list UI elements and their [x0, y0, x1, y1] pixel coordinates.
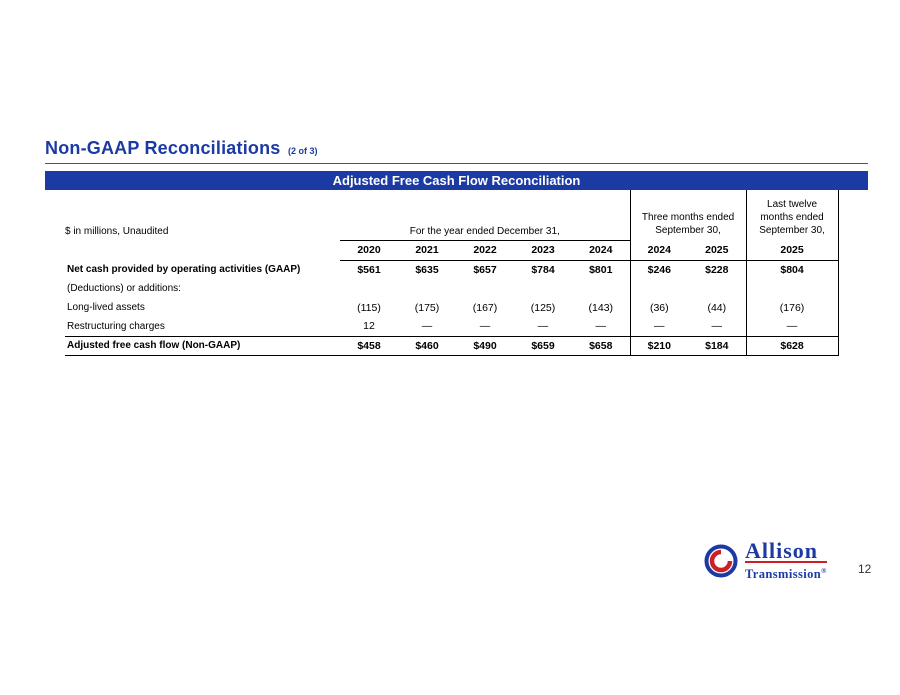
- cell-value: $657: [473, 263, 497, 276]
- empty-cell: [65, 240, 340, 260]
- annual-group-header: For the year ended December 31,: [340, 190, 630, 240]
- cell-value: —: [572, 317, 630, 336]
- page-title-text: Non-GAAP Reconciliations: [45, 138, 281, 158]
- quarter-header-line1: Three months ended: [641, 212, 735, 223]
- cell-value: (176): [746, 298, 838, 317]
- cell-value: —: [630, 317, 688, 336]
- cell-value: $458: [340, 336, 398, 355]
- cell-value: —: [398, 317, 456, 336]
- cell-value: [746, 279, 838, 298]
- logo-text: [745, 540, 827, 581]
- cell-value: $490: [456, 336, 514, 355]
- cell-value: $635: [415, 263, 439, 276]
- quarter-column-header: 2024: [630, 240, 688, 260]
- quarter-group-header: [630, 190, 746, 240]
- cell-value: (125): [530, 301, 556, 314]
- cell-value: —: [514, 317, 572, 336]
- logo-subtext-label: Transmission: [745, 567, 822, 582]
- registered-mark: ®: [821, 567, 827, 575]
- cell-value: 12: [340, 317, 398, 336]
- row-label: (Deductions) or additions:: [67, 283, 181, 294]
- cell-value: —: [746, 317, 838, 336]
- cell-value: [456, 279, 514, 298]
- cell-value: (167): [472, 301, 498, 314]
- cell-value: —: [456, 317, 514, 336]
- allison-logo-icon: [704, 544, 738, 578]
- cell-value: $801: [589, 263, 613, 276]
- cell-value: $184: [688, 336, 746, 355]
- units-label: $ in millions, Unaudited: [65, 226, 169, 237]
- quarter-header-line2: September 30,: [655, 225, 721, 236]
- logo-wordmark: Allison: [745, 538, 819, 563]
- ltm-group-header: [746, 190, 838, 240]
- cell-value: $246: [630, 260, 688, 279]
- ltm-column-header: 2025: [746, 240, 838, 260]
- ltm-header-line3: September 30,: [759, 225, 825, 236]
- cell-value: (44): [707, 301, 727, 314]
- cell-value: (143): [588, 301, 614, 314]
- cell-value: [340, 279, 398, 298]
- cell-value: —: [688, 317, 746, 336]
- year-column-header: 2022: [456, 240, 514, 260]
- page-title-suffix: (2 of 3): [287, 146, 318, 156]
- cell-value: $628: [746, 336, 838, 355]
- row-label: Adjusted free cash flow (Non-GAAP): [65, 336, 340, 355]
- reconciliation-table: [65, 190, 839, 356]
- row-label: Net cash provided by operating activities (GAAP): [67, 264, 301, 275]
- cell-value: [398, 279, 456, 298]
- table-row: [65, 260, 838, 279]
- cell-value: [688, 279, 746, 298]
- cell-value: $784: [531, 263, 555, 276]
- cell-value: $460: [398, 336, 456, 355]
- row-label: Long-lived assets: [67, 302, 145, 313]
- table-title-bar: Adjusted Free Cash Flow Reconciliation: [45, 171, 868, 190]
- cell-value: [630, 279, 688, 298]
- year-column-header: 2021: [398, 240, 456, 260]
- quarter-column-header: 2025: [688, 240, 746, 260]
- ltm-header-line1: Last twelve: [767, 199, 818, 210]
- cell-value: [572, 279, 630, 298]
- year-column-header: 2024: [572, 240, 630, 260]
- allison-logo: [704, 540, 827, 581]
- page-number: 12: [858, 562, 872, 576]
- table-row: [65, 298, 838, 317]
- cell-value: (175): [414, 301, 440, 314]
- ltm-header-line2: months ended: [760, 212, 824, 223]
- cell-value: $228: [705, 263, 729, 276]
- cell-value: $210: [630, 336, 688, 355]
- free-cash-flow-table: [65, 190, 839, 356]
- cell-value: $658: [572, 336, 630, 355]
- group-header-row: [65, 190, 838, 240]
- cell-value: (115): [357, 301, 381, 314]
- table-row: [65, 336, 838, 355]
- cell-value: $804: [746, 260, 838, 279]
- row-label: Restructuring charges: [65, 317, 340, 336]
- cell-value: (36): [630, 298, 688, 317]
- logo-subtext: [745, 561, 827, 581]
- title-divider: [45, 163, 868, 164]
- cell-value: $561: [357, 263, 381, 276]
- table-row: [65, 317, 838, 336]
- cell-value: $659: [514, 336, 572, 355]
- year-header-row: [65, 240, 838, 260]
- table-row: [65, 279, 838, 298]
- cell-value: [514, 279, 572, 298]
- page-title: [45, 138, 317, 159]
- year-column-header: 2023: [514, 240, 572, 260]
- year-column-header: 2020: [340, 240, 398, 260]
